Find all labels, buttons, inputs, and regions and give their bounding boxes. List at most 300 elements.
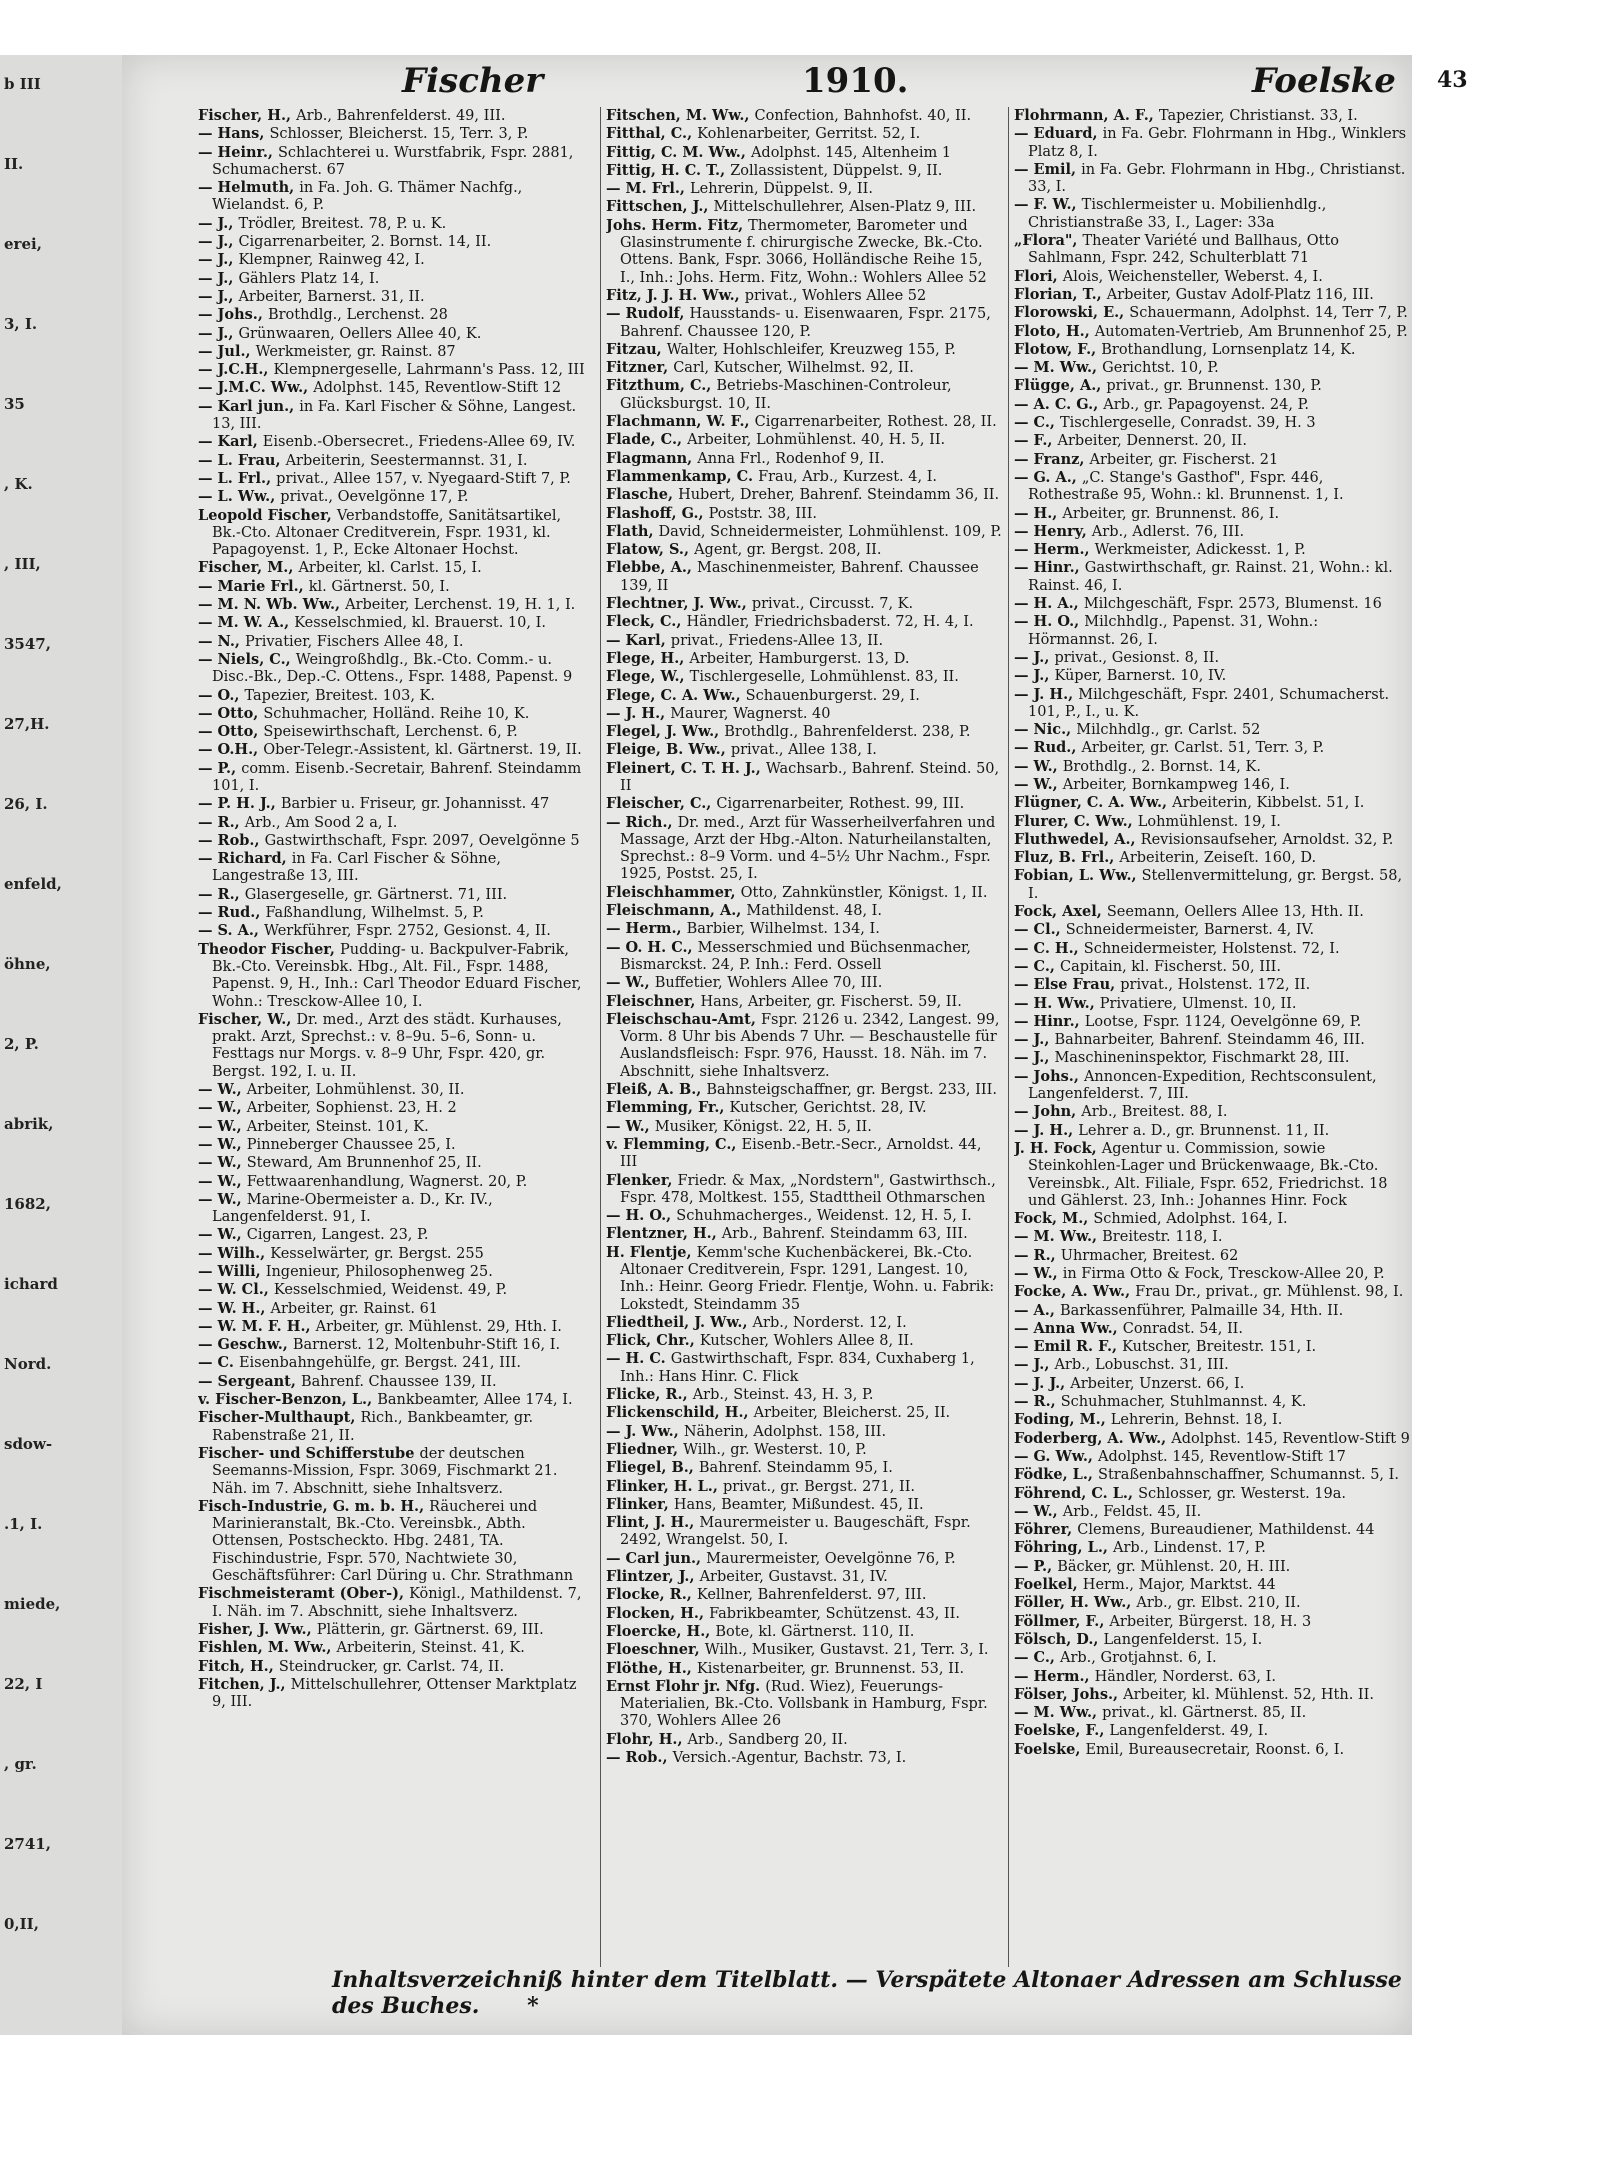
entry-details: Händler, Friedrichsbaderst. 72, H. 4, I. (686, 614, 974, 631)
entry-details: comm. Eisenb.-Secretair, Bahrenf. Steindamm 101, I. (212, 760, 582, 794)
directory-entry (1014, 1247, 1410, 1265)
entry-details: Hubert, Dreher, Bahrenf. Steindamm 36, II. (678, 487, 1000, 504)
entry-name: — J., (1014, 648, 1055, 666)
entry-details: Annoncen-Expedition, Rechtsconsulent, Langenfelderst. 7, III. (1028, 1068, 1377, 1103)
entry-details: Barnerst. 12, Moltenbuhr-Stift 16, I. (292, 1337, 561, 1354)
directory-entry (198, 179, 594, 215)
directory-entry (606, 1314, 1002, 1332)
directory-entry (198, 1336, 594, 1354)
directory-entry (198, 922, 594, 940)
entry-details: Kutscher, Gerichtst. 28, IV. (729, 1100, 927, 1117)
entry-name: Föhring, L., (1014, 1539, 1113, 1557)
entry-name: — H. A., (1014, 595, 1084, 613)
entry-name: — Rudolf, (606, 305, 690, 323)
entry-details: Hans, Arbeiter, gr. Fischerst. 59, II. (700, 993, 962, 1010)
directory-entry (606, 1099, 1002, 1117)
entry-details: Arbeiter, Bornkampweg 146, I. (1062, 776, 1290, 793)
entry-details: Herm., Major, Marktst. 44 (1082, 1577, 1276, 1594)
header-right-keyword: Foelske (1252, 61, 1396, 101)
entry-details: Trödler, Breitest. 78, P. u. K. (238, 215, 447, 232)
entry-details: Kesselschmied, kl. Brauerst. 10, I. (294, 615, 546, 632)
entry-name: — Wilh., (198, 1244, 271, 1262)
directory-entry (198, 741, 594, 759)
entry-name: — Niels, C., (198, 650, 296, 668)
directory-entry (1014, 1393, 1410, 1411)
previous-page-fragment: 1682, (4, 1195, 51, 1213)
entry-details: Gählers Platz 14, I. (238, 270, 380, 287)
entry-name: — Emil, (1014, 160, 1082, 178)
directory-entry (606, 287, 1002, 305)
entry-name: — Heinr., (198, 143, 278, 161)
directory-entry (198, 596, 594, 614)
directory-entry (606, 650, 1002, 668)
entry-details: in Firma Otto & Fock, Tresckow-Allee 20, P. (1062, 1266, 1385, 1282)
entry-details: Automaten-Vertrieb, Am Brunnenhof 25, P. (1094, 323, 1408, 340)
entry-name: v. Fischer-Benzon, L., (198, 1391, 378, 1409)
directory-entry (1014, 1228, 1410, 1246)
entry-details: Arb., Feldst. 45, II. (1062, 1503, 1202, 1520)
directory-entry (606, 486, 1002, 504)
entry-details: Privatier, Fischers Allee 48, I. (245, 633, 464, 650)
entry-details: Gastwirthschaft, gr. Rainst. 21, Wohn.: kl. Rainst. 46, I. (1028, 560, 1393, 594)
directory-entry (606, 217, 1002, 287)
entry-name: — W., (1014, 757, 1063, 775)
entry-name: — H., (1014, 504, 1063, 522)
entry-details: Lehrerin, Behnst. 18, I. (1110, 1412, 1283, 1429)
entry-details: Confection, Bahnhofst. 40, II. (754, 108, 972, 124)
entry-name: Flebbe, A., (606, 559, 698, 577)
entry-name: — W., (198, 1172, 247, 1190)
entry-name: — H. Ww., (1014, 994, 1100, 1012)
entry-details: Händler, Norderst. 63, I. (1094, 1668, 1276, 1685)
previous-page-fragment: abrik, (4, 1115, 54, 1133)
entry-details: Adolphst. 145, Reventlow-Stift 17 (1097, 1448, 1346, 1465)
entry-name: — Rich., (606, 813, 678, 831)
entry-name: Fleck, C., (606, 613, 687, 631)
entry-name: — N., (198, 632, 246, 650)
directory-entry (198, 1263, 594, 1281)
entry-name: Flori, (1014, 267, 1063, 285)
entry-details: Arbeiterin, Seestermannst. 31, I. (285, 452, 528, 469)
entry-details: Schneidermeister, Holstenst. 72, I. (1083, 940, 1340, 957)
entry-name: Fölser, Johs., (1014, 1685, 1124, 1703)
entry-details: Mathildenst. 48, I. (746, 903, 883, 920)
entry-details: Conradst. 54, II. (1122, 1320, 1244, 1337)
directory-entry (198, 507, 594, 560)
entry-name: Flocke, R., (606, 1586, 697, 1604)
entry-details: Privatiere, Ulmenst. 10, II. (1099, 995, 1297, 1012)
entry-name: — J., (198, 233, 239, 251)
entry-name: — Otto, (198, 723, 264, 741)
directory-entry (606, 341, 1002, 359)
directory-entry (198, 361, 594, 379)
directory-entry (606, 359, 1002, 377)
entry-details: Werkführer, Fspr. 2752, Gesionst. 4, II. (264, 923, 551, 940)
directory-entry (1014, 794, 1410, 812)
entry-details: Schlachterei u. Wurstfabrik, Fspr. 2881, Schumacherst. 67 (212, 144, 574, 178)
entry-name: Fliedtheil, J. Ww., (606, 1313, 753, 1331)
entry-details: Maurermeister u. Baugeschäft, Fspr. 2492, Wrangelst. 50, I. (620, 1515, 971, 1549)
directory-entry (198, 1099, 594, 1117)
entry-name: — Helmuth, (198, 179, 300, 197)
directory-entry (198, 814, 594, 832)
entry-details: Agentur u. Commission, sowie Steinkohlen-Lager und Brückenwaage, Bk.-Cto. Vereinsbk., Alt. Filiale, Fspr. 652, Friedrichst. 18 und Gählerst. 23, Inh.: Johannes Hinr. Fock (1028, 1140, 1388, 1209)
entry-details: Arb., Lobuschst. 31, III. (1054, 1357, 1229, 1374)
entry-details: der deutschen Seemanns-Mission, Fspr. 3069, Fischmarkt 21. Näh. im 7. Abschnitt, siehe Inhaltsverz. (212, 1445, 558, 1497)
entry-name: — Emil R. F., (1014, 1338, 1123, 1356)
directory-entry (606, 814, 1002, 884)
entry-details: Arbeiter, gr. Brunnenst. 86, I. (1062, 505, 1280, 522)
entry-name: Flechtner, J. Ww., (606, 595, 752, 613)
entry-name: v. Flemming, C., (606, 1135, 742, 1153)
directory-entry (1014, 304, 1410, 322)
entry-name: — W., (198, 1190, 247, 1208)
directory-entry (198, 270, 594, 288)
entry-name: — Hans, (198, 125, 270, 143)
directory-entry (198, 288, 594, 306)
entry-details: Steward, Am Brunnenhof 25, II. (246, 1155, 482, 1172)
entry-name: Floeschner, (606, 1641, 705, 1659)
entry-name: Flickenschild, H., (606, 1404, 754, 1422)
directory-entry (606, 760, 1002, 796)
entry-details: Dr. med., Arzt für Wasserheilverfahren und Massage, Arzt der Hbg.-Alton. Naturheilanstalten, Sprechst.: 8–9 Vorm. und 4–5½ Uhr Nachm., Fspr. 1925, Postst. 25, I. (620, 814, 996, 883)
entry-details: Bahrenf. Chaussee 139, II. (300, 1373, 497, 1390)
entry-details: Walter, Hohlschleifer, Kreuzweg 155, P. (666, 341, 956, 358)
directory-entry (198, 1621, 594, 1639)
entry-name: — W., (606, 1117, 655, 1135)
previous-page-fragment: 35 (4, 395, 25, 413)
entry-name: Ernst Flohr jr. Nfg. (606, 1677, 766, 1695)
entry-name: — A. C. G., (1014, 395, 1104, 413)
entry-name: Flügge, A., (1014, 377, 1107, 395)
entry-details: Arbeiter, kl. Mühlenst. 52, Hth. II. (1123, 1686, 1374, 1703)
entry-name: — L. Frau, (198, 451, 286, 469)
entry-details: Otto, Zahnkünstler, Königst. 1, II. (740, 884, 988, 901)
directory-entry (1014, 1265, 1410, 1283)
directory-entry (1014, 1448, 1410, 1466)
directory-entry (198, 379, 594, 397)
entry-details: Arb., gr. Elbst. 210, II. (1136, 1595, 1301, 1612)
entry-details: Eisenbahngehülfe, gr. Bergst. 241, III. (238, 1355, 521, 1372)
entry-name: Flashoff, G., (606, 504, 709, 522)
entry-details: Klempnergeselle, Lahrmann's Pass. 12, III (273, 362, 585, 379)
directory-entry (1014, 758, 1410, 776)
previous-page-fragment: , III, (4, 555, 41, 573)
entry-details: Klempner, Rainweg 42, I. (238, 252, 425, 269)
directory-entry (1014, 1338, 1410, 1356)
entry-name: Fleiß, A. B., (606, 1081, 707, 1099)
previous-page-fragment: miede, (4, 1595, 61, 1613)
page-header (202, 61, 1468, 105)
entry-name: Fliedner, (606, 1440, 684, 1458)
directory-entry (198, 470, 594, 488)
entry-name: Fischer, M., (198, 559, 299, 577)
directory-entry (1014, 323, 1410, 341)
entry-details: Schauermann, Adolphst. 14, Terr 7, P. (1129, 305, 1408, 322)
directory-entry (606, 1225, 1002, 1243)
directory-entry (606, 180, 1002, 198)
entry-details: Stellenvermittelung, gr. Bergst. 58, I. (1028, 868, 1403, 902)
entry-details: Kutscher, Wohlers Allee 8, II. (699, 1333, 914, 1350)
entry-details: Schuhmacher, Holländ. Reihe 10, K. (263, 705, 530, 722)
entry-name: Fleinert, C. T. H. J., (606, 759, 766, 777)
directory-entry (1014, 1356, 1410, 1374)
previous-page-edge (0, 55, 124, 2035)
directory-entry (198, 107, 594, 125)
column-divider (600, 107, 601, 1967)
directory-entry (198, 633, 594, 651)
entry-name: Johs. Herm. Fitz, (606, 216, 749, 234)
entry-name: Flohr, H., (606, 1730, 688, 1748)
directory-entry (198, 760, 594, 796)
directory-entry (1014, 1013, 1410, 1031)
directory-entry (198, 723, 594, 741)
directory-entry (198, 832, 594, 850)
entry-details: Arbeiter, gr. Mühlenst. 29, Hth. I. (315, 1318, 562, 1335)
directory-entry (606, 1172, 1002, 1208)
entry-name: — Johs., (198, 306, 268, 324)
entry-details: Seemann, Oellers Allee 13, Hth. II. (1106, 904, 1364, 921)
entry-details: Revisionsaufseher, Arnoldst. 32, P. (1140, 831, 1394, 848)
entry-details: in Fa. Karl Fischer & Söhne, Langest. 13, III. (212, 398, 577, 433)
directory-entry (606, 1496, 1002, 1514)
entry-details: Brothandlung, Lornsenplatz 14, K. (1101, 341, 1356, 358)
entry-name: — J., (1014, 667, 1055, 685)
entry-name: Fishlen, M. Ww., (198, 1639, 337, 1657)
directory-entry (1014, 1302, 1410, 1320)
entry-details: Schuhmacherges., Weidenst. 12, H. 5, I. (676, 1208, 972, 1225)
previous-page-fragment: 2741, (4, 1835, 51, 1853)
entry-details: Brothdlg., Bahrenfelderst. 238, P. (724, 724, 971, 741)
directory-entry (606, 1478, 1002, 1496)
directory-entry (606, 559, 1002, 595)
entry-name: Flint, J. H., (606, 1514, 700, 1532)
directory-entry (198, 850, 594, 886)
entry-name: Fitz, J. J. H. Ww., (606, 286, 745, 304)
entry-name: Fischer- und Schifferstube (198, 1444, 420, 1462)
entry-name: Foelske, F., (1014, 1722, 1110, 1740)
entry-name: Flohrmann, A. F., (1014, 107, 1159, 124)
entry-name: Fitzau, (606, 340, 667, 358)
entry-name: Focke, A. Ww., (1014, 1283, 1136, 1301)
previous-page-fragment: sdow- (4, 1435, 53, 1453)
entry-name: — J.M.C. Ww., (198, 379, 314, 397)
entry-details: Steindrucker, gr. Carlst. 74, II. (278, 1658, 505, 1675)
previous-page-fragment: .1, I. (4, 1515, 43, 1533)
entry-name: — Hinr., (1014, 1012, 1085, 1030)
directory-entry (198, 1245, 594, 1263)
entry-name: — Carl jun., (606, 1549, 707, 1567)
previous-page-fragment: 2, P. (4, 1035, 39, 1053)
previous-page-fragment: 0,II, (4, 1915, 39, 1933)
entry-details: Poststr. 38, III. (708, 505, 818, 522)
entry-details: Langenfelderst. 49, I. (1109, 1723, 1269, 1740)
entry-name: Fleige, B. Ww., (606, 741, 731, 759)
column-3 (1014, 107, 1410, 1759)
entry-details: Tischlermeister u. Mobilienhdlg., Christianstraße 33, I., Lager: 33a (1028, 197, 1327, 231)
directory-entry (1014, 1613, 1410, 1631)
entry-name: — Herm., (606, 920, 687, 938)
entry-details: Arbeiter, Gustavst. 31, IV. (699, 1569, 888, 1586)
entry-details: Schmied, Adolphst. 164, I. (1093, 1211, 1288, 1228)
entry-name: Flinker, H. L., (606, 1477, 723, 1495)
entry-name: — H. O., (606, 1207, 677, 1225)
directory-entry (1014, 505, 1410, 523)
entry-name: Floercke, H., (606, 1622, 716, 1640)
entry-details: Alois, Weichensteller, Weberst. 4, I. (1062, 268, 1323, 285)
entry-details: in Fa. Gebr. Flohrmann in Hbg., Winklers Platz 8, I. (1028, 126, 1407, 160)
entry-details: Arbeiter, Hamburgerst. 13, D. (689, 650, 910, 667)
entry-details: Versich.-Agentur, Bachstr. 73, I. (672, 1750, 907, 1767)
entry-name: — W. H., (198, 1299, 271, 1317)
entry-details: Wilh., gr. Westerst. 10, P. (683, 1441, 867, 1458)
directory-entry (606, 1623, 1002, 1641)
entry-name: — F., (1014, 432, 1058, 450)
directory-entry (1014, 1631, 1410, 1649)
entry-details: Fabrikbeamter, Schützenst. 43, II. (709, 1605, 960, 1622)
directory-entry (606, 413, 1002, 431)
directory-entry (198, 1373, 594, 1391)
directory-entry (1014, 377, 1410, 395)
directory-entry (198, 705, 594, 723)
entry-name: — Karl, (606, 631, 671, 649)
directory-entry (198, 1498, 594, 1585)
directory-entry (1014, 1140, 1410, 1210)
entry-name: Flügner, C. A. Ww., (1014, 794, 1173, 812)
entry-name: J. H. Fock, (1014, 1139, 1102, 1157)
directory-entry (198, 1226, 594, 1244)
entry-name: — H. C. (606, 1350, 671, 1368)
directory-entry (198, 1318, 594, 1336)
entry-details: Cigarrenarbeiter, Rothest. 99, III. (716, 796, 965, 813)
entry-name: Fittig, H. C. T., (606, 161, 731, 179)
directory-entry (1014, 739, 1410, 757)
entry-name: — Marie Frl., (198, 577, 309, 595)
entry-details: Gastwirthschaft, Fspr. 2097, Oevelgönne 5 (264, 832, 580, 849)
directory-entry (1014, 432, 1410, 450)
entry-details: Fspr. 2126 u. 2342, Langest. 99, Vorm. 8 Uhr bis Abends 7 Uhr. — Beschaustelle für Auslandsfleisch: Fspr. 976, Hausst. 18. Näh. im 7. Abschnitt, siehe Inhaltsverz. (620, 1011, 1000, 1080)
directory-entry (1014, 1741, 1410, 1759)
entry-details: Breitestr. 118, I. (1102, 1229, 1223, 1246)
entry-details: Wilh., Musiker, Gustavst. 21, Terr. 3, I. (704, 1642, 989, 1659)
entry-details: Friedr. & Max, „Nordstern", Gastwirthsch., Fspr. 478, Moltkest. 155, Stadttheil Othmarschen (620, 1172, 996, 1206)
directory-entry (1014, 414, 1410, 432)
directory-entry (1014, 831, 1410, 849)
entry-details: Tapezier, Breitest. 103, K. (244, 687, 435, 704)
entry-details: Kellner, Bahrenfelderst. 97, III. (696, 1587, 927, 1604)
entry-name: — Richard, (198, 850, 292, 868)
entry-name: — Karl jun., (198, 397, 300, 415)
directory-entry (1014, 1411, 1410, 1429)
entry-name: — F. W., (1014, 196, 1082, 214)
directory-entry (1014, 232, 1410, 268)
entry-name: — P., (1014, 1557, 1058, 1575)
previous-page-fragment: Nord. (4, 1355, 52, 1373)
previous-page-fragment: , gr. (4, 1755, 37, 1773)
entry-details: Arbeiter, Lohmühlenst. 40, H. 5, II. (687, 432, 946, 449)
entry-details: Barkassenführer, Palmaille 34, Hth. II. (1059, 1302, 1344, 1319)
entry-details: Lehrerin, Düppelst. 9, II. (690, 181, 873, 198)
directory-entry (198, 651, 594, 687)
entry-name: — P., (198, 759, 242, 777)
directory-entry (1014, 1686, 1410, 1704)
directory-entry (606, 1550, 1002, 1568)
entry-details: Straßenbahnschaffner, Schumannst. 5, I. (1098, 1467, 1399, 1484)
entry-name: — O., (198, 686, 245, 704)
entry-name: — Rud., (1014, 739, 1082, 757)
directory-entry (198, 306, 594, 324)
entry-name: Fluthwedel, A., (1014, 830, 1141, 848)
previous-page-fragment: 26, I. (4, 795, 48, 813)
entry-name: — M. N. Wb. Ww., (198, 596, 346, 614)
entry-details: Dr. med., Arzt des städt. Kurhauses, prakt. Arzt, Sprechst.: v. 8–9u. 5–6, Sonn- u. Festtags nur Morgs. v. 8–9 Uhr, Fspr. 420, gr. Bergst. 192, I. u. II. (212, 1011, 562, 1080)
entry-name: Fock, Axel, (1014, 903, 1107, 921)
entry-name: — O.H., (198, 741, 264, 759)
entry-details: Ober-Telegr.-Assistent, kl. Gärtnerst. 19, II. (263, 742, 582, 759)
directory-entry (1014, 107, 1410, 125)
entry-name: — H. O., (1014, 613, 1085, 631)
directory-entry (606, 1207, 1002, 1225)
entry-details: privat., Holstenst. 172, II. (1120, 977, 1311, 994)
directory-entry (606, 523, 1002, 541)
directory-entry (606, 162, 1002, 180)
entry-details: Adolphst. 145, Reventlow-Stift 9 (1171, 1430, 1410, 1447)
entry-name: — Sergeant, (198, 1372, 301, 1390)
entry-details: Eisenb.-Obersecret., Friedens-Allee 69, IV. (262, 434, 576, 451)
entry-details: Schneidermeister, Barnerst. 4, IV. (1065, 922, 1315, 939)
directory-entry (606, 1423, 1002, 1441)
entry-name: Flentzner, H., (606, 1225, 722, 1243)
entry-name: — Franz, (1014, 450, 1090, 468)
directory-entry (606, 1441, 1002, 1459)
entry-details: Anna Frl., Rodenhof 9, II. (697, 450, 885, 467)
entry-name: — W., (198, 1081, 247, 1099)
directory-entry (606, 468, 1002, 486)
entry-name: — A., (1014, 1301, 1060, 1319)
previous-page-fragment: 27,H. (4, 715, 50, 733)
directory-entry (198, 1639, 594, 1657)
entry-details: privat., kl. Gärtnerst. 85, II. (1102, 1705, 1307, 1722)
entry-details: Lehrer a. D., gr. Brunnenst. 11, II. (1078, 1122, 1330, 1139)
directory-entry (606, 305, 1002, 341)
entry-details: „C. Stange's Gasthof", Fspr. 446, Rothestraße 95, Wohn.: kl. Brunnenst. 1, I. (1028, 469, 1344, 504)
previous-page-fragment: , K. (4, 475, 33, 493)
entry-details: Küper, Barnerst. 10, IV. (1054, 668, 1227, 685)
entry-name: — M. Ww., (1014, 359, 1103, 377)
entry-details: privat., gr. Bergst. 271, II. (722, 1478, 916, 1495)
directory-entry (198, 1281, 594, 1299)
entry-details: Bahrenf. Steindamm 95, I. (698, 1460, 893, 1477)
directory-entry (1014, 1068, 1410, 1104)
entry-details: Cigarrenarbeiter, Rothest. 28, II. (754, 414, 997, 431)
entry-details: Capitain, kl. Fischerst. 50, III. (1059, 958, 1282, 975)
directory-entry (606, 1136, 1002, 1172)
entry-details: Brothdlg., Lerchenst. 28 (267, 307, 448, 324)
entry-details: Faßhandlung, Wilhelmst. 5, P. (265, 905, 484, 922)
entry-details: Königl., Mathildenst. 7, I. Näh. im 7. Abschnitt, siehe Inhaltsverz. (212, 1586, 582, 1620)
entry-details: Kohlenarbeiter, Gerritst. 52, I. (697, 126, 921, 143)
entry-details: Kemm'sche Kuchenbäckerei, Bk.-Cto. Altonaer Creditverein, Fspr. 1291, Langest. 10, Inh.: Heinr. Georg Friedr. Flentje, Wohn. u. Fabrik: Lokstedt, Steindamm 35 (620, 1244, 995, 1313)
entry-details: Tapezier, Christianst. 33, I. (1158, 108, 1358, 124)
header-year: 1910. (802, 61, 909, 101)
directory-entry (606, 884, 1002, 902)
entry-name: — O. H. C., (606, 938, 698, 956)
directory-entry (198, 433, 594, 451)
entry-name: — G. A., (1014, 468, 1082, 486)
entry-details: Arbeiter, Bürgerst. 18, H. 3 (1109, 1613, 1312, 1630)
entry-details: Kistenarbeiter, gr. Brunnenst. 53, II. (696, 1660, 965, 1677)
directory-entry (606, 1731, 1002, 1749)
